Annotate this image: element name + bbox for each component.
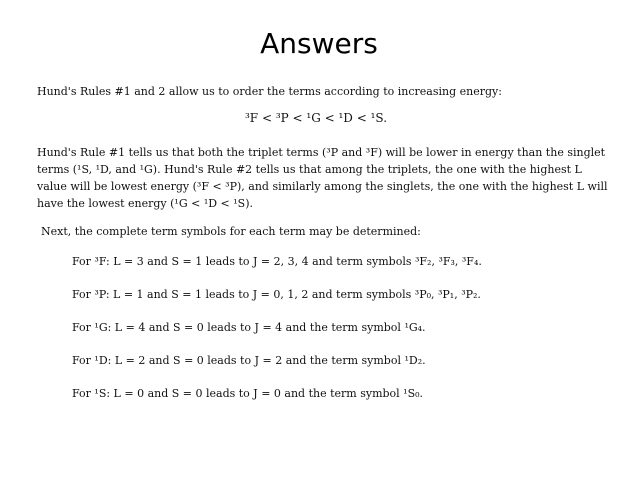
term-row-1S: For ¹S: L = 0 and S = 0 leads to J = 0 and the term symbol ¹S₀.: [72, 387, 424, 400]
term-row-3F: For ³F: L = 3 and S = 1 leads to J = 2, 3, 4 and term symbols ³F₂, ³F₃, ³F₄.: [72, 255, 482, 268]
term-symbol-list: [37, 253, 609, 403]
slide-title: Answers: [260, 27, 378, 60]
term-row-1D: For ¹D: L = 2 and S = 0 leads to J = 2 and the term symbol ¹D₂.: [72, 354, 426, 367]
term-row-3P: For ³P: L = 1 and S = 1 leads to J = 0, 1, 2 and term symbols ³P₀, ³P₁, ³P₂.: [72, 288, 481, 301]
next-statement: Next, the complete term symbols for each term may be determined:: [41, 225, 421, 238]
hunds-rules-paragraph: Hund's Rule #1 tells us that both the triplet terms (³P and ³F) will be lower in energy than the singlet terms (¹S, ¹D, and ¹G). Hund's Rule #2 tells us that among the triplets, the one with the highest L value will be lowest energy (³F < ³P), and similarly among the singlets, the one with the highest L will have the lowest energy (¹G < ¹D < ¹S).: [37, 146, 608, 210]
intro-paragraph: Hund's Rules #1 and 2 allow us to order the terms according to increasing energy:: [37, 85, 502, 98]
term-row-1G: For ¹G: L = 4 and S = 0 leads to J = 4 and the term symbol ¹G₄.: [72, 321, 426, 334]
energy-order: ³F < ³P < ¹G < ¹D < ¹S.: [245, 111, 388, 125]
answer-content: [37, 84, 609, 418]
